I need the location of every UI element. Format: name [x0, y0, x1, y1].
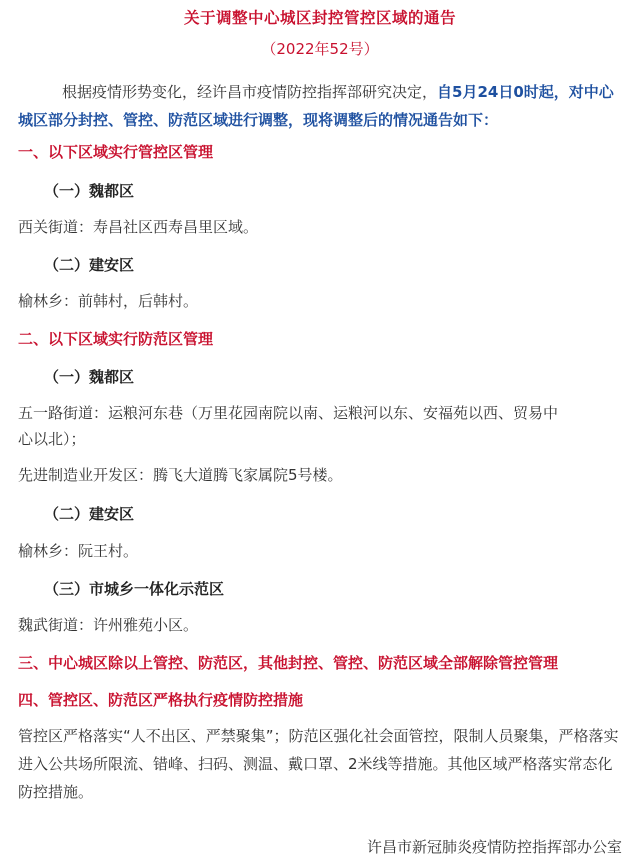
section-2-sub-1-item-1-line-2: 心以北）； — [18, 430, 86, 448]
document-number: （2022年52号） — [261, 40, 379, 58]
intro-lead: 根据疫情形势变化，经许昌市疫情防控指挥部研究决定， — [62, 83, 438, 101]
section-2-sub-3-item: 魏武街道：许州雅苑小区。 — [18, 616, 199, 634]
section-1-sub-1-heading: （一）魏都区 — [44, 182, 135, 200]
section-2-sub-2-item: 榆林乡：阮王村。 — [18, 542, 139, 560]
document-title: 关于调整中心城区封控管控区域的通告 — [183, 9, 456, 27]
signature: 许昌市新冠肺炎疫情防控指挥部办公室 — [366, 838, 622, 856]
intro-highlight: 自5月24日0时起，对中心城区部分封控、管控、防范区域进行调整，现将调整后的情况通告如下： — [18, 83, 614, 129]
section-2-heading: 二、以下区域实行防范区管理 — [18, 330, 214, 348]
section-2-sub-3-heading: （三）市城乡一体化示范区 — [44, 580, 225, 598]
section-2-sub-1-item-1-line-1: 五一路街道：运粮河东巷（万里花园南院以南、运粮河以东、安福苑以西、贸易中 — [18, 404, 559, 422]
section-2-sub-1-heading: （一）魏都区 — [44, 368, 135, 386]
section-2-sub-2-heading: （二）建安区 — [44, 505, 135, 523]
section-1-heading: 一、以下区域实行管控区管理 — [18, 143, 214, 161]
section-1-sub-2-item: 榆林乡：前韩村，后韩村。 — [18, 292, 199, 310]
intro-paragraph — [18, 78, 624, 134]
section-4-heading: 四、管控区、防范区严格执行疫情防控措施 — [18, 691, 304, 709]
section-3-heading: 三、中心城区除以上管控、防范区，其他封控、管控、防范区域全部解除管控管理 — [18, 654, 559, 672]
section-1-sub-1-item: 西关街道：寿昌社区西寿昌里区域。 — [18, 218, 259, 236]
section-4-body: 管控区严格落实“人不出区、严禁聚集”；防范区强化社会面管控，限制人员聚集，严格落实进入公共场所限流、错峰、扫码、测温、戴口罩、2米线等措施。其他区域严格落实常态化防控措施。 — [18, 727, 619, 801]
section-1-sub-2-heading: （二）建安区 — [44, 256, 135, 274]
section-2-sub-1-item-2: 先进制造业开发区：腾飞大道腾飞家属院5号楼。 — [18, 466, 343, 484]
